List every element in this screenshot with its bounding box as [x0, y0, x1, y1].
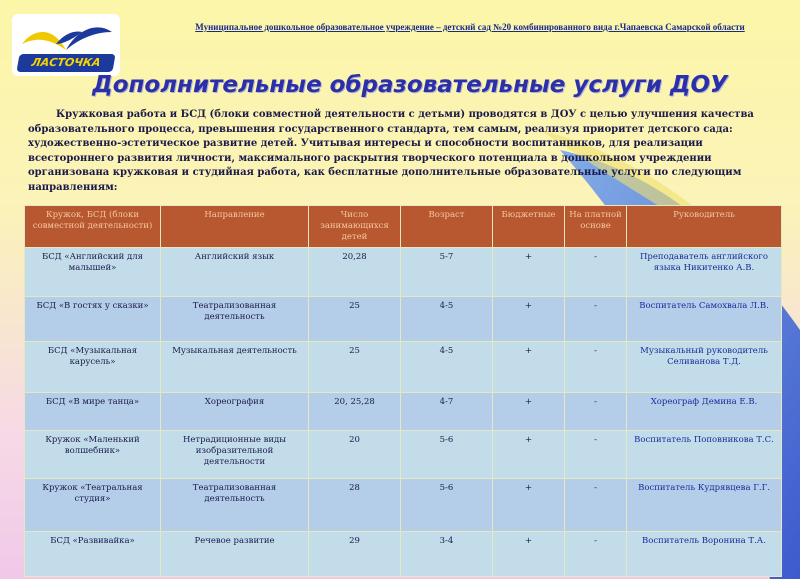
col-header-children-count: Число занимающихся детей [309, 206, 401, 248]
cell-direction: Театрализованная деятельность [161, 297, 309, 342]
table-row [25, 479, 782, 532]
table-row [25, 248, 782, 297]
cell-paid: - [565, 342, 627, 393]
col-header-club: Кружок, БСД (блоки совместной деятельности) [25, 206, 161, 248]
cell-direction: Музыкальная деятельность [161, 342, 309, 393]
organization-name: Муниципальное дошкольное образовательное учреждение – детский сад №20 комбинированного вида г.Чапаевска Самарской области [195, 22, 745, 32]
cell-club: Кружок «Театральная студия» [25, 479, 161, 532]
cell-club: БСД «В мире танца» [25, 393, 161, 431]
logo-label: ЛАСТОЧКА [16, 54, 115, 72]
cell-paid: - [565, 393, 627, 431]
cell-club: БСД «Английский для малышей» [25, 248, 161, 297]
table-row [25, 342, 782, 393]
cell-club: БСД «Развивайка» [25, 532, 161, 577]
cell-club: Кружок «Маленький волшебник» [25, 431, 161, 479]
cell-leader: Воспитатель Самохвала Л.В. [627, 297, 782, 342]
cell-budget: + [493, 297, 565, 342]
cell-budget: + [493, 248, 565, 297]
cell-age: 3-4 [401, 532, 493, 577]
cell-leader: Воспитатель Кудрявцева Г.Г. [627, 479, 782, 532]
page-title: Дополнительные образовательные услуги ДОУ [92, 72, 728, 98]
cell-paid: - [565, 532, 627, 577]
table-row [25, 297, 782, 342]
intro-paragraph: Кружковая работа и БСД (блоки совместной деятельности с детьми) проводятся в ДОУ с целью улучшения качества образовательного процесса, превышения государственного стандарта, тем самым, реализуя приоритет детского сада: художественно-эстетическое развитие детей. Учитывая интересы и способности воспитанников, для реализации всестороннего развития личности, максимального раскрытия творческого потенциала в дошкольном учреждении организована кружковая и студийная работа, как бесплатные дополнительные образовательные услуги по следующим направлениям: [28, 109, 754, 193]
cell-direction: Театрализованная деятельность [161, 479, 309, 532]
col-header-direction: Направление [161, 206, 309, 248]
cell-budget: + [493, 393, 565, 431]
table-header-row [25, 206, 782, 248]
cell-direction: Хореография [161, 393, 309, 431]
cell-children-count: 20,28 [309, 248, 401, 297]
cell-children-count: 25 [309, 297, 401, 342]
cell-paid: - [565, 431, 627, 479]
logo [12, 14, 120, 76]
cell-paid: - [565, 248, 627, 297]
cell-children-count: 25 [309, 342, 401, 393]
col-header-age: Возраст [401, 206, 493, 248]
cell-budget: + [493, 479, 565, 532]
cell-direction: Английский язык [161, 248, 309, 297]
services-table [24, 205, 782, 577]
cell-children-count: 28 [309, 479, 401, 532]
cell-children-count: 29 [309, 532, 401, 577]
table-row [25, 431, 782, 479]
cell-age: 4-7 [401, 393, 493, 431]
cell-leader: Музыкальный руководитель Селиванова Т.Д. [627, 342, 782, 393]
cell-children-count: 20 [309, 431, 401, 479]
cell-budget: + [493, 532, 565, 577]
cell-leader: Воспитатель Поповникова Т.С. [627, 431, 782, 479]
table-row [25, 393, 782, 431]
swallow-icon [12, 14, 120, 58]
cell-paid: - [565, 479, 627, 532]
cell-paid: - [565, 297, 627, 342]
cell-age: 5-6 [401, 479, 493, 532]
cell-age: 5-7 [401, 248, 493, 297]
cell-age: 4-5 [401, 297, 493, 342]
cell-leader: Хореограф Демина Е.В. [627, 393, 782, 431]
cell-age: 4-5 [401, 342, 493, 393]
col-header-leader: Руководитель [627, 206, 782, 248]
table-row [25, 532, 782, 577]
cell-leader: Воспитатель Воронина Т.А. [627, 532, 782, 577]
cell-leader: Преподаватель английского языка Никитенко А.В. [627, 248, 782, 297]
cell-direction: Речевое развитие [161, 532, 309, 577]
cell-children-count: 20, 25,28 [309, 393, 401, 431]
cell-age: 5-6 [401, 431, 493, 479]
cell-club: БСД «Музыкальная карусель» [25, 342, 161, 393]
cell-budget: + [493, 431, 565, 479]
col-header-budget: Бюджетные [493, 206, 565, 248]
cell-club: БСД «В гостях у сказки» [25, 297, 161, 342]
col-header-paid: На платной основе [565, 206, 627, 248]
cell-budget: + [493, 342, 565, 393]
cell-direction: Нетрадиционные виды изобразительной деятельности [161, 431, 309, 479]
